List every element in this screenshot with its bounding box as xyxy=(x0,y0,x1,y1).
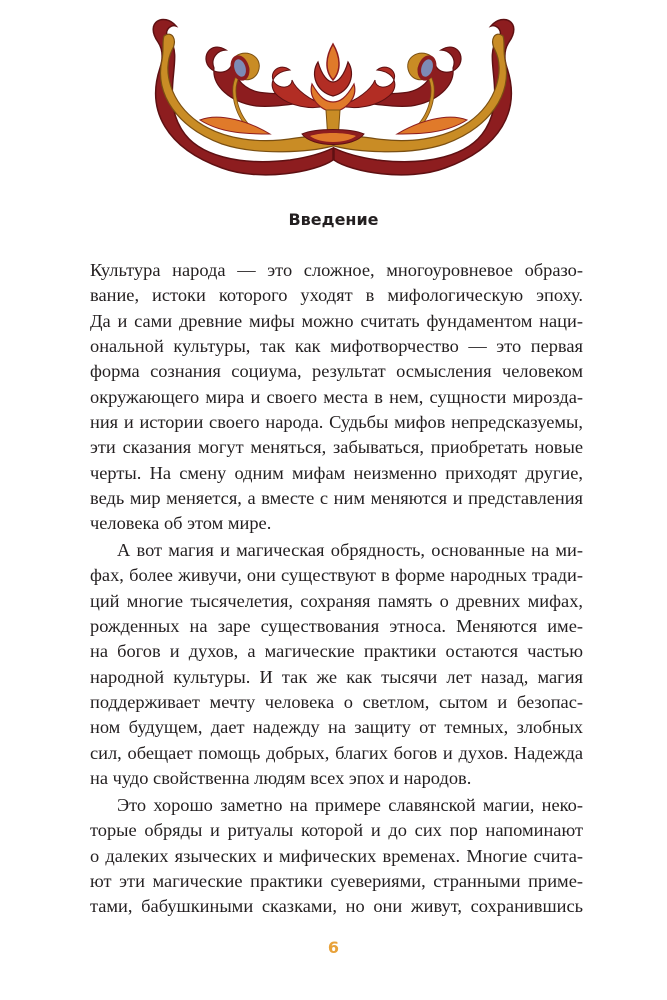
text-line: на богов и духов, а магические практики остаются частью xyxy=(90,641,583,662)
text-line: на чудо свойственна людям всех эпох и народов. xyxy=(90,768,472,789)
text-line: ций многие тысячелетия, сохраняя память о древних мифах, xyxy=(90,590,583,611)
text-line: А вот магия и магическая обрядность, основанные на ми- xyxy=(117,540,583,561)
text-line: ональной культуры, так как мифотворчество — это первая xyxy=(90,335,583,356)
text-line: Да и сами древние мифы можно считать фундаментом наци- xyxy=(90,310,583,331)
decorative-ornament-header xyxy=(140,10,527,195)
text-line: о далеких языческих и мифических временах. Многие счита- xyxy=(90,845,583,866)
text-line: тами, бабушкиными сказками, но они живут, сохранившись xyxy=(90,896,583,917)
text-line: человека об этом мире. xyxy=(90,513,272,534)
chapter-title: Введение xyxy=(288,210,379,229)
text-line: фах, более живучи, они существуют в форме народных тради- xyxy=(90,565,583,586)
text-line: ют эти магические практики суевериями, странными приме- xyxy=(90,870,583,891)
text-line: ном будущем, дает надежду на защиту от темных, злобных xyxy=(90,717,583,738)
text-line: ния и истории своего народа. Судьбы мифов непредсказуемы, xyxy=(90,411,583,432)
text-line: рожденных на заре существования этноса. Меняются име- xyxy=(90,616,583,637)
text-line: черты. На смену одним мифам неизменно приходят другие, xyxy=(90,462,583,483)
paragraph xyxy=(90,538,583,791)
page-number: 6 xyxy=(327,938,340,957)
body-text xyxy=(90,258,583,920)
text-line: вание, истоки которого уходят в мифологическую эпоху. xyxy=(90,285,583,306)
text-line: форма сознания социума, результат осмысления человеком xyxy=(90,361,583,382)
text-line: ведь мир меняется, а вместе с ним меняются и представления xyxy=(90,487,583,508)
text-line: торые обряды и ритуалы которой и до сих пор напоминают xyxy=(90,820,583,841)
text-line: окружающего мира и своего места в нем, сущности мирозда- xyxy=(90,386,583,407)
text-line: эти сказания могут меняться, забываться, приобретать новые xyxy=(90,437,583,458)
text-line: поддерживает мечту человека о светлом, сытом и безопас- xyxy=(90,692,583,713)
text-line: Это хорошо заметно на примере славянской магии, неко- xyxy=(117,794,583,815)
paragraph xyxy=(90,258,583,537)
paragraph xyxy=(90,793,583,920)
text-line: сил, обещает помощь добрых, благих богов и духов. Надежда xyxy=(90,742,583,763)
text-line: Культура народа — это сложное, многоуровневое образо- xyxy=(90,260,583,280)
text-line: народной культуры. И так же как тысячи лет назад, магия xyxy=(90,666,583,687)
